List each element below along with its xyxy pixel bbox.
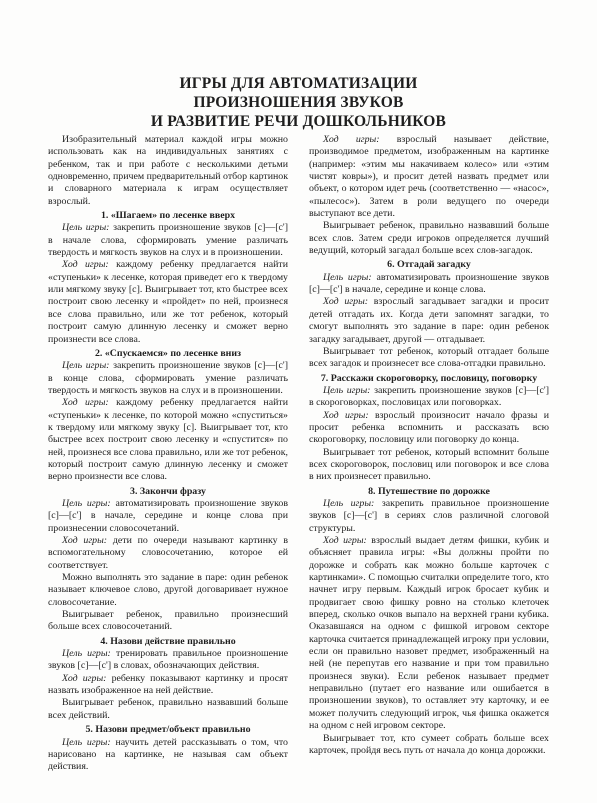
game-5-goal xyxy=(48,737,288,774)
game-1-move xyxy=(48,259,288,345)
move-label: Ход игры: xyxy=(323,134,380,145)
move-text: каждому ребенку предлагается найти «ступеньки» к лесенке, по которой можно «спуститься» к твердому или мягкому звуку [с]. Выигрывает тот, кто быстрее всех построит свою лесенку и «спустится» по ней, произнеся все слова правильно, или же тот ребенок, который построит самую длинную лесенку и сможет верно произнести все слова. xyxy=(48,397,288,483)
title-line-2: ПРОИЗНОШЕНИЯ ЗВУКОВ xyxy=(193,94,404,111)
move-text: ребенку показывают картинку и просят назвать изображенное на ней действие. xyxy=(48,672,288,697)
goal-text: закрепить произношение звуков [с]—[с'] в скороговорках, пословицах или поговорках. xyxy=(309,384,549,409)
goal-text: автоматизировать произношение звуков [с]—[с'] в начале, середине и конце слова. xyxy=(309,271,549,296)
left-column xyxy=(48,134,288,774)
game-3-paragraph-4: Выигрывает ребенок, правильно произнесший больше всех словосочетаний. xyxy=(48,609,288,633)
title-line-1: ИГРЫ ДЛЯ АВТОМАТИЗАЦИИ xyxy=(179,75,418,92)
game-4-goal xyxy=(48,648,288,673)
title-line-3: И РАЗВИТИЕ РЕЧИ ДОШКОЛЬНИКОВ xyxy=(150,113,447,130)
goal-label: Цель игры: xyxy=(62,648,111,660)
game-6-goal xyxy=(309,272,549,297)
move-text: взрослый загадывает загадки и просит детей отгадать их. Когда дети запомнят загадки, то смогут выполнять это задание в паре: один ребенок загадку загадывает, другой — отгадывает. xyxy=(309,296,550,345)
game-3-goal xyxy=(48,498,288,535)
goal-text: автоматизировать произношение звуков [с]—[с'] в начале, середине и конце слова при произнесении словосочетаний. xyxy=(48,497,288,534)
game-6-heading: 6. Отгадай загадку xyxy=(387,259,471,271)
move-label: Ход игры: xyxy=(323,409,369,421)
goal-label: Цель игры: xyxy=(62,497,111,509)
goal-text: закрепить правильное произношение звуков [с]—[с'] в сериях слов различной слоговой структуры. xyxy=(309,497,549,534)
game-3-heading: 3. Закончи фразу xyxy=(130,485,206,497)
game-7-goal xyxy=(309,385,549,410)
move-label: Ход игры: xyxy=(323,296,369,308)
goal-label: Цель игры: xyxy=(62,736,111,748)
game-4-heading: 4. Назови действие правильно xyxy=(100,635,236,647)
game-6-paragraph-3: Выигрывает тот ребенок, который отгадает больше всех загадок и произнесет все слова-отгадки правильно. xyxy=(309,345,549,370)
goal-label: Цель игры: xyxy=(62,360,110,372)
game-8-paragraph-3: Выигрывает тот, кто сумеет собрать больше всех карточек, пройдя весь путь от начала до конца дорожки. xyxy=(309,732,549,756)
goal-text: закрепить произношение звуков [с]—[с'] в начале слова, сформировать умение различать твердость и мягкость звуков на слух и в произношении. xyxy=(48,222,288,259)
goal-label: Цель игры: xyxy=(323,497,375,509)
move-label: Ход игры: xyxy=(62,397,109,409)
game-2-heading: 2. «Спускаемся» по лесенке вниз xyxy=(94,347,242,359)
game-6-move xyxy=(309,296,549,345)
game-7-move xyxy=(309,410,549,447)
goal-text: тренировать правильное произношение звуков [с]—[с'] в словах, обозначающих действия. xyxy=(48,648,288,672)
right-column xyxy=(309,134,549,757)
move-text: взрослый называет действие, производимое предметом, изображенным на картинке (например: «этим мы накачиваем колесо» или «этим чистят ковры»), и просит детей назвать предмет или объект, о котором идет речь (соответственно — «насос», «пылесос»). Затем в роли ведущего по очереди выступают все дети. xyxy=(309,134,550,220)
intro-paragraph: Изобразительный материал каждой игры можно использовать как на индивидуальных занятиях с ребенком, так и при работе с несколькими детьми одновременно, причем предварительный отбор картинок и словарного материала к играм осуществляет взрослый. xyxy=(48,134,288,207)
game-4-move xyxy=(48,673,288,698)
game-1-goal xyxy=(48,222,288,259)
game-8-goal xyxy=(309,498,549,535)
move-label: Ход игры: xyxy=(323,535,367,546)
move-text: взрослый произносит начало фразы и просит ребенка вспомнить и рассказать всю скороговорку, пословицу или поговорку до конца. xyxy=(309,409,550,446)
game-2-goal xyxy=(48,360,288,397)
game-4-paragraph-3: Выигрывает ребенок, правильно назвавший больше всех действий. xyxy=(48,697,288,721)
game-5-heading: 5. Назови предмет/объект правильно xyxy=(85,724,251,736)
move-label: Ход игры: xyxy=(62,535,108,546)
goal-label: Цель игры: xyxy=(323,271,372,283)
game-8-heading: 8. Путешествие по дорожке xyxy=(368,485,490,497)
game-7-paragraph-3: Выигрывает тот ребенок, который вспомнит больше всех скороговорок, пословиц или поговорок и все слова в них произнесет правильно. xyxy=(309,446,549,483)
game-8-move xyxy=(309,535,549,733)
move-text: дети по очереди называют картинку в вспомогательному словосочетанию, которое ей соответствует. xyxy=(48,535,289,571)
game-3-paragraph-3: Можно выполнять это задание в паре: один ребенок называет ключевое слово, другой договаривает нужное словосочетание. xyxy=(48,572,288,608)
goal-text: закрепить произношение звуков [с]—[с'] в конце слова, сформировать умение различать твердость и мягкость звуков на слух и в произношении. xyxy=(48,360,288,396)
move-label: Ход игры: xyxy=(62,259,109,271)
move-label: Ход игры: xyxy=(62,672,107,684)
game-3-move xyxy=(48,535,288,572)
game-7-heading: 7. Расскажи скороговорку, пословицу, поговорку xyxy=(320,372,538,384)
game-5-move xyxy=(309,134,549,220)
game-2-move xyxy=(48,397,288,483)
page-title xyxy=(60,74,537,131)
game-5-paragraph-2: Выигрывает ребенок, правильно назвавший больше всех слов. Затем среди игроков определяется лучший ведущий, который загадал больше всех слов-загадок. xyxy=(309,220,549,257)
goal-text: научить детей рассказывать о том, что нарисовано на картинке, не называя сам объект действия. xyxy=(48,736,288,773)
game-1-heading: 1. «Шагаем» по лесенке вверх xyxy=(100,210,236,222)
move-text: взрослый выдает детям фишки, кубик и объясняет правила игры: «Вы должны пройти по дорожке и собрать как можно больше карточек с картинками». С помощью считалки определите того, кто начнет игру первым. Каждый игрок бросает кубик и продвигает свою фишку ровно на столько клеточек вперед, сколько очков выпало на верхней грани кубика. Оказавшаяся на одном с фишкой игровом секторе карточка считается принадлежащей игроку при условии, если он правильно назовет предмет, изображенный на ней (не перепутав его название и при том правильно произнеся звуки). Если ребенок называет предмет неправильно (путает его название или ошибается в произношении звуков), то оставляет эту карточку, и ее может получить следующий игрок, чья фишка окажется на одном с ней игровом секторе. xyxy=(309,535,549,732)
goal-label: Цель игры: xyxy=(62,222,110,234)
goal-label: Цель игры: xyxy=(323,384,371,396)
move-text: каждому ребенку предлагается найти «ступеньки» к лесенке, которая приведет его к твердому или мягкому звуку [с]. Выигрывает тот, кто быстрее всех построит свою лесенку и «пройдет» по ней, произнеся все слова правильно, или же тот ребенок, который построит самую длинную лесенку и сможет верно произнести все слова. xyxy=(48,259,288,345)
